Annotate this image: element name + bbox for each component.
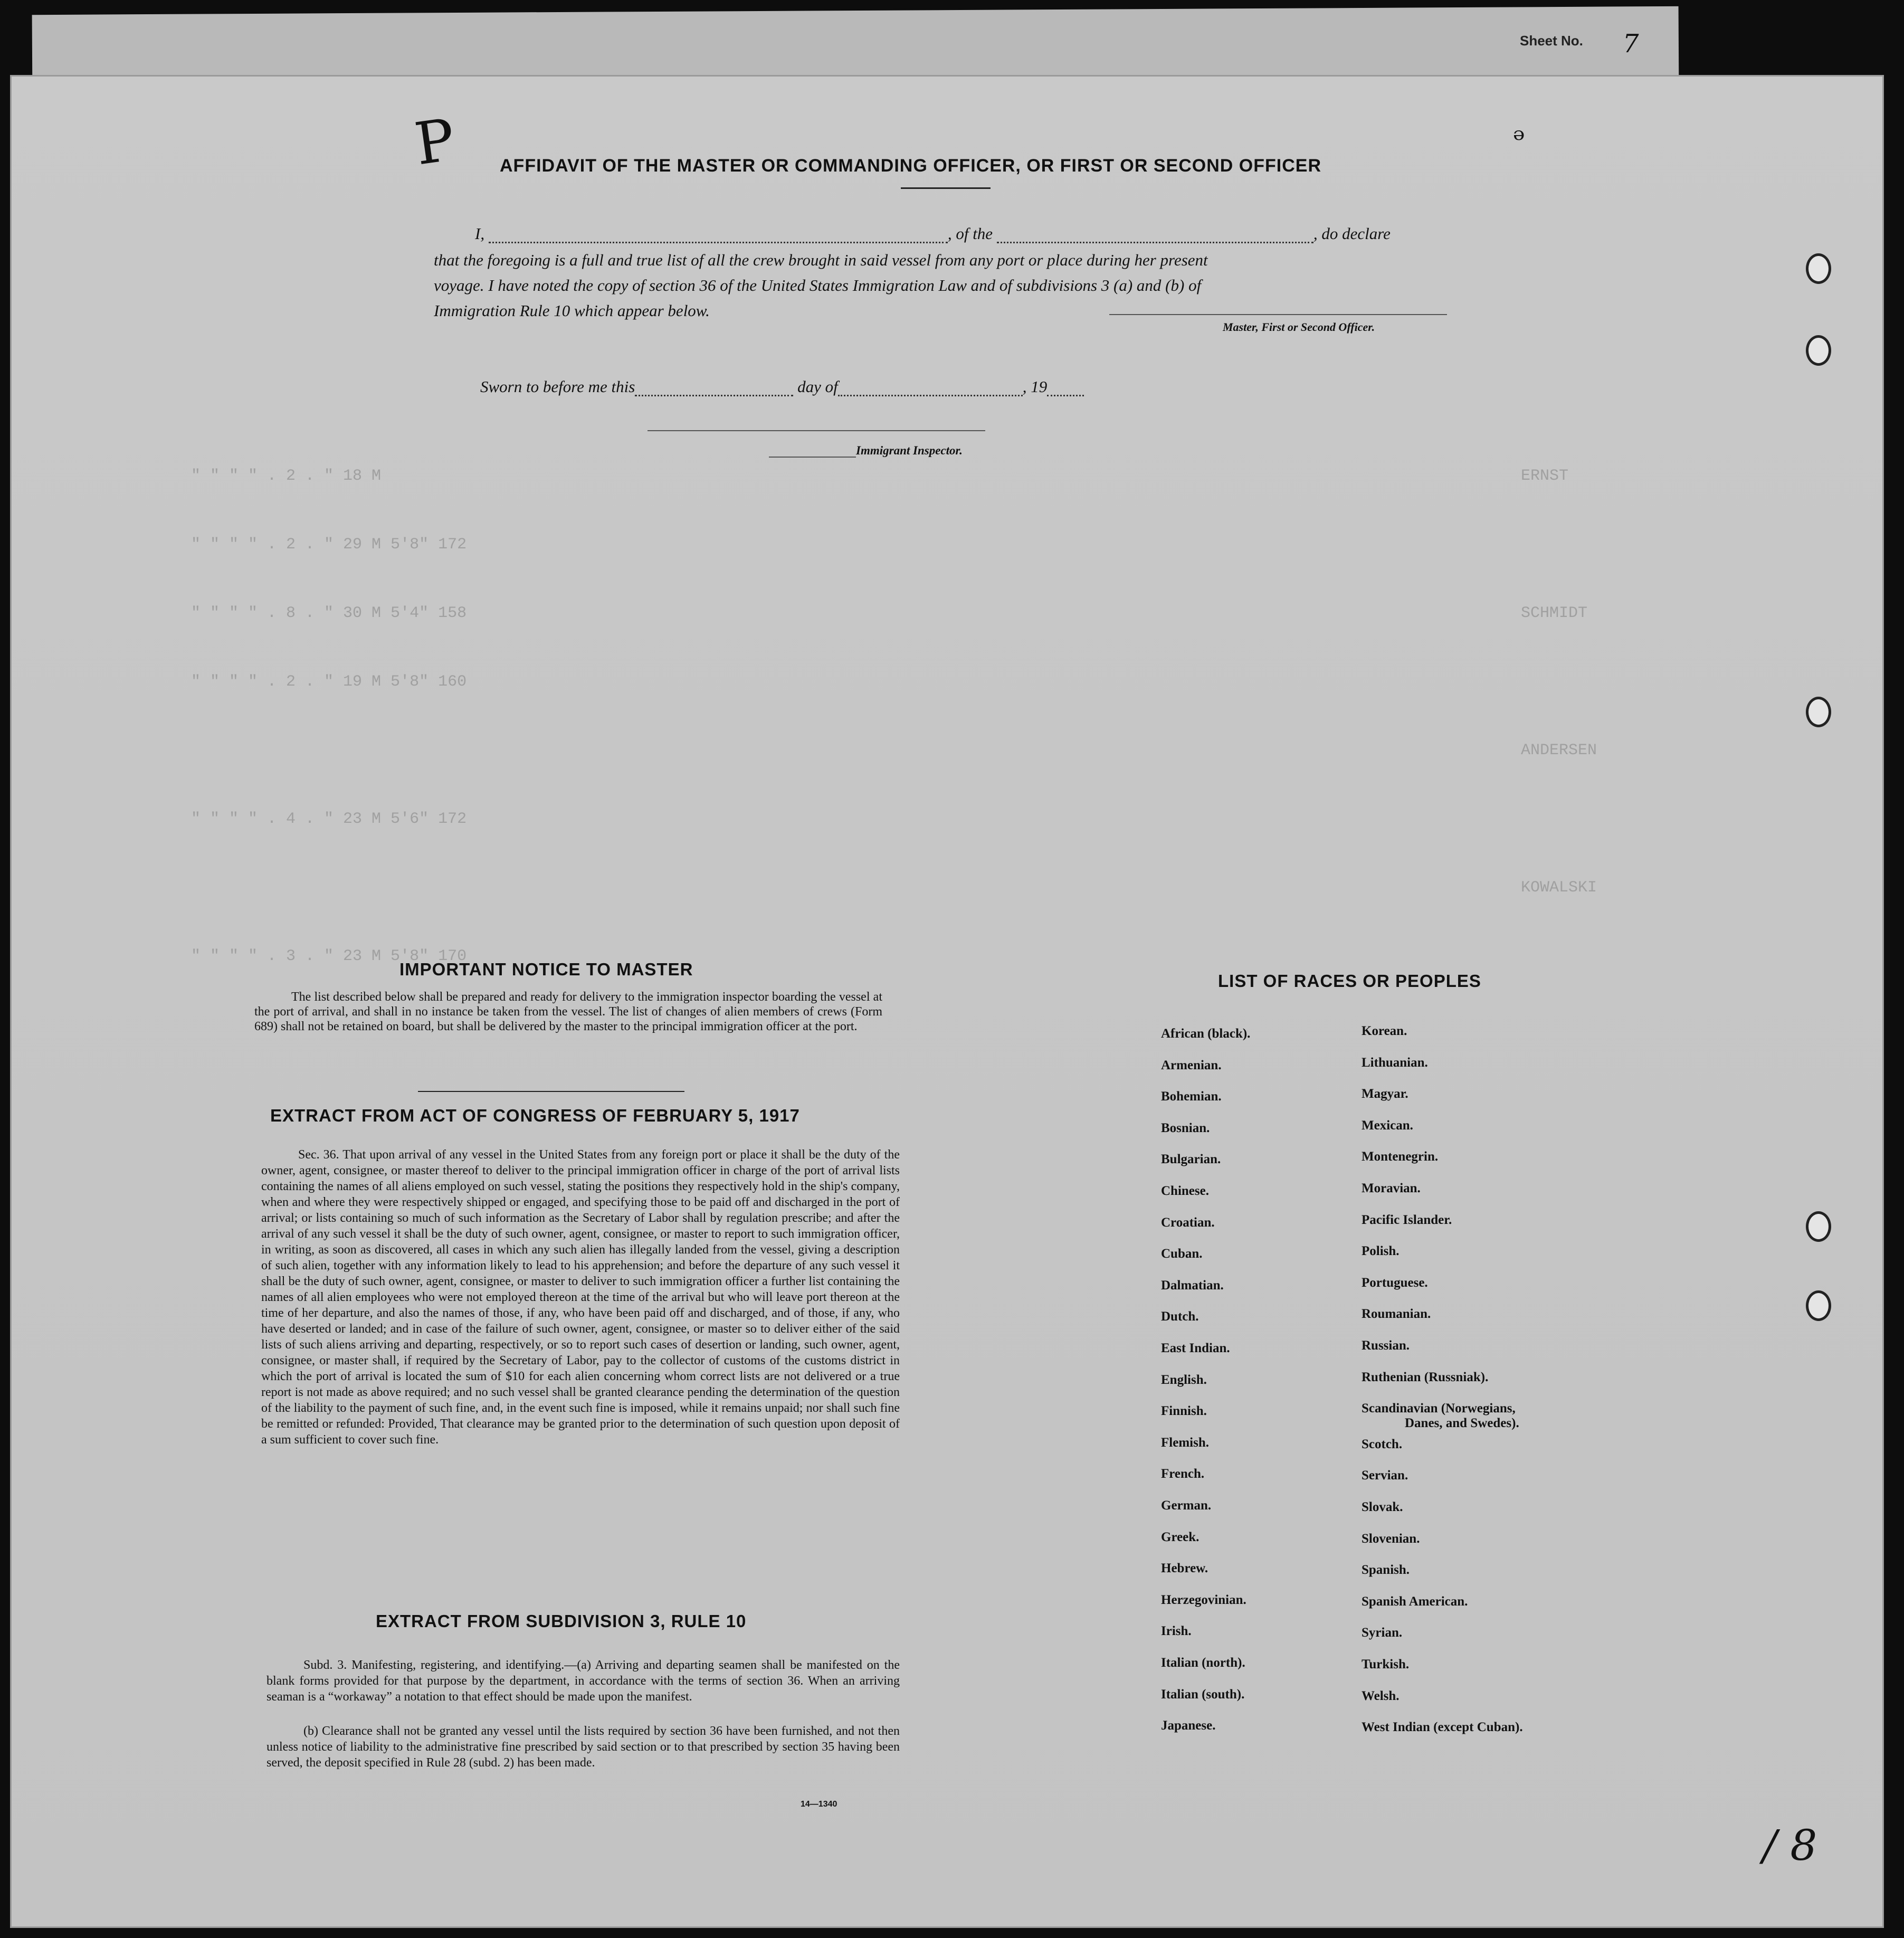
race-item: Irish. [1161, 1624, 1192, 1639]
bleed-through-text: " " " " . 2 . " 19 M 5'8" 160 [191, 673, 467, 691]
punch-hole [1806, 697, 1831, 727]
bleed-through-text: " " " " . 4 . " 23 M 5'6" 172 [191, 810, 467, 828]
inspector-caption: Immigrant Inspector. [856, 444, 963, 457]
race-item: Mexican. [1362, 1118, 1413, 1133]
race-item: Italian (south). [1161, 1687, 1245, 1702]
race-item: Slovenian. [1362, 1531, 1420, 1546]
race-item: Cuban. [1161, 1247, 1203, 1261]
race-item: Portuguese. [1362, 1275, 1428, 1290]
race-item: Polish. [1362, 1244, 1400, 1259]
bleed-through-text: ERNST [1521, 467, 1569, 485]
affidavit-line-4: Immigration Rule 10 which appear below. [434, 301, 710, 320]
notice-text: The list described below shall be prepared and ready for delivery to the immigration inspector boarding the vessel at the port of arrival, and shall in no instance be taken from the vessel. The list of changes of alien members of crews (Form 689) shall not be retained on board, but shall be delivered by the master to the principal immigration officer at the port. [254, 990, 882, 1033]
race-item: French. [1161, 1467, 1205, 1481]
title-underline [901, 187, 991, 189]
bleed-through-text: " " " " . 2 . " 29 M 5'8" 172 [191, 536, 467, 554]
act-text: Sec. 36. That upon arrival of any vessel in the United States from any foreign port or place it shall be the duty of the owner, agent, consignee, or master thereof to deliver to the principal immigration officer in charge of the port of arrival lists containing the names of all aliens employed on such vessel, stating the positions they respectively hold in the ship's company, when and where they were respectively shipped or engaged, and specifying those to be paid off and discharged in the port of arrival; or lists containing so much of such information as the Secretary of Labor shall by regulation prescribe; and after the arrival of any such vessel it shall be the duty of such owner, agent, consignee, or master to report to such immigration officer, in writing, as soon as discovered, all cases in which any such alien has illegally landed from the vessel, giving a description of such alien, together with any information likely to lead to his apprehension; and before the departure of any such vessel it shall be the duty of such owner, agent, consignee, or master to deliver to such immigration officer a further list containing the names of all alien employees who were not employed thereon at the time of the arrival but who will leave port thereon at the time of her departure, and also the names of those, if any, who have been paid off and discharged, and of those, if any, who have deserted or landed; and in case of the failure of such owner, agent, consignee, or master so to deliver either of the said lists of such aliens arriving and departing, respectively, or so to report such cases of desertion or landing, such owner, agent, consignee, or master shall, if required by the Secretary of Labor, pay to the collector of customs of the customs district in which the port of arrival is located the sum of $10 for each alien concerning whom correct lists are not delivered or a true report is not made as above required; and no such vessel shall be granted clearance pending the determination of the question of the liability to the payment of such fine, and, in the event such fine is imposed, while it remains unpaid; nor shall such fine be remitted or refunded: Provided, That clearance may be granted prior to the determination of such question upon deposit of a sum sufficient to cover such fine. [261, 1148, 900, 1447]
affidavit-sheet [12, 77, 1882, 1926]
rule-title: EXTRACT FROM SUBDIVISION 3, RULE 10 [376, 1611, 747, 1631]
race-item: English. [1161, 1372, 1207, 1387]
race-item: Lithuanian. [1362, 1055, 1428, 1070]
year-prefix-label: , 19 [1022, 377, 1048, 396]
race-item: West Indian (except Cuban). [1362, 1720, 1523, 1735]
bleed-through-text: SCHMIDT [1521, 604, 1588, 622]
of-the-label: , of the [947, 224, 993, 243]
race-item: Chinese. [1161, 1184, 1209, 1198]
race-item: Herzegovinian. [1161, 1592, 1246, 1607]
race-item: Servian. [1362, 1468, 1408, 1483]
race-item: Dutch. [1161, 1309, 1199, 1324]
sworn-month-field[interactable] [838, 395, 1023, 396]
bleed-through-text: " " " " . 8 . " 30 M 5'4" 158 [191, 604, 467, 622]
do-declare-label: , do declare [1313, 224, 1391, 243]
race-item: Russian. [1362, 1338, 1410, 1353]
race-item: Bulgarian. [1161, 1152, 1221, 1167]
declarant-name-field[interactable] [489, 242, 948, 243]
sworn-line [480, 377, 1084, 396]
inspector-dotted-line [769, 457, 856, 458]
race-item: Pacific Islander. [1362, 1212, 1452, 1227]
affidavit-line-1 [475, 224, 1391, 243]
race-item: Danes, and Swedes). [1405, 1416, 1519, 1431]
race-item: Moravian. [1362, 1181, 1421, 1195]
affidavit-line-2: that the foregoing is a full and true list of all the crew brought in said vessel from any port or place during her present [434, 251, 1208, 269]
race-item: Bohemian. [1161, 1089, 1222, 1104]
vessel-name-field[interactable] [997, 242, 1313, 243]
signature-caption: Master, First or Second Officer. [1223, 320, 1375, 334]
ink-smudge: ₔ [1513, 111, 1526, 148]
race-item: Flemish. [1161, 1435, 1209, 1450]
handwritten-p-mark: P [411, 106, 459, 178]
race-item: Bosnian. [1161, 1120, 1210, 1135]
punch-hole [1806, 1290, 1831, 1321]
race-item: Spanish. [1362, 1563, 1410, 1578]
race-item: East Indian. [1161, 1341, 1230, 1355]
affidavit-line-3: voyage. I have noted the copy of section 36 of the United States Immigration Law and of subdivisions 3 (a) and (b) of [434, 276, 1202, 294]
race-item: Italian (north). [1161, 1656, 1245, 1670]
race-item: Greek. [1161, 1530, 1199, 1544]
inspector-signature-line [648, 430, 985, 431]
bleed-through-text: ANDERSEN [1521, 742, 1597, 759]
bleed-through-text: " " " " . 3 . " 23 M 5'8" 170 [191, 947, 467, 965]
day-of-label: day of [797, 377, 838, 396]
race-item: Welsh. [1362, 1688, 1400, 1703]
notice-divider [418, 1091, 684, 1092]
affidavit-title: AFFIDAVIT OF THE MASTER OR COMMANDING OFFICER, OR FIRST OR SECOND OFFICER [500, 156, 1321, 176]
notice-title: IMPORTANT NOTICE TO MASTER [399, 960, 693, 979]
rule-text-a: Subd. 3. Manifesting, registering, and identifying.—(a) Arriving and departing seamen shall be manifested on the blank forms provided for that purpose by the department, in accordance with the terms of section 36. When an arriving seaman is a “workaway” a notation to that effect should be made upon the manifest. [266, 1658, 900, 1704]
races-title: LIST OF RACES OR PEOPLES [1218, 971, 1481, 991]
handwritten-mark: / 8 [1763, 1821, 1817, 1870]
race-item: Ruthenian (Russniak). [1362, 1370, 1489, 1384]
race-item: Armenian. [1161, 1058, 1222, 1072]
bleed-through-text: " " " " . 2 . " 18 M [191, 467, 382, 485]
race-item: Dalmatian. [1161, 1278, 1224, 1293]
race-item: Roumanian. [1362, 1307, 1431, 1322]
declarant-label: I, [475, 224, 485, 243]
race-item: Scotch. [1362, 1437, 1403, 1451]
race-item: Finnish. [1161, 1404, 1207, 1419]
race-item: Syrian. [1362, 1626, 1403, 1640]
sheet-number: 7 [1623, 29, 1639, 59]
form-number: 14—1340 [801, 1800, 837, 1809]
rule-text-b: (b) Clearance shall not be granted any vessel until the lists required by section 36 have been furnished, and not then unless notice of liability to the administrative fine prescribed by said section or to that prescribed by section 35 having been served, the deposit specified in Rule 28 (subd. 2) has been made. [266, 1724, 900, 1770]
race-item: Japanese. [1161, 1718, 1216, 1733]
punch-hole [1806, 253, 1831, 284]
act-title: EXTRACT FROM ACT OF CONGRESS OF FEBRUARY 5, 1917 [270, 1106, 800, 1125]
race-item: Turkish. [1362, 1657, 1410, 1671]
signature-line [1109, 314, 1447, 315]
race-item: Slovak. [1362, 1500, 1403, 1514]
sworn-day-field[interactable] [635, 395, 793, 396]
punch-hole [1806, 335, 1831, 366]
sworn-label: Sworn to before me this [480, 377, 635, 396]
sheet-number-label: Sheet No. [1520, 33, 1583, 49]
race-item: Scandinavian (Norwegians, [1362, 1401, 1516, 1416]
race-item: Korean. [1362, 1024, 1407, 1038]
race-item: Magyar. [1362, 1087, 1408, 1101]
punch-hole [1806, 1211, 1831, 1242]
race-item: German. [1161, 1498, 1212, 1513]
sworn-year-field[interactable] [1047, 395, 1084, 396]
bleed-through-text: KOWALSKI [1521, 879, 1597, 897]
race-item: Spanish American. [1362, 1594, 1468, 1609]
race-item: Croatian. [1161, 1215, 1215, 1230]
race-item: Montenegrin. [1362, 1150, 1439, 1164]
race-item: Hebrew. [1161, 1561, 1208, 1576]
race-item: African (black). [1161, 1027, 1251, 1041]
